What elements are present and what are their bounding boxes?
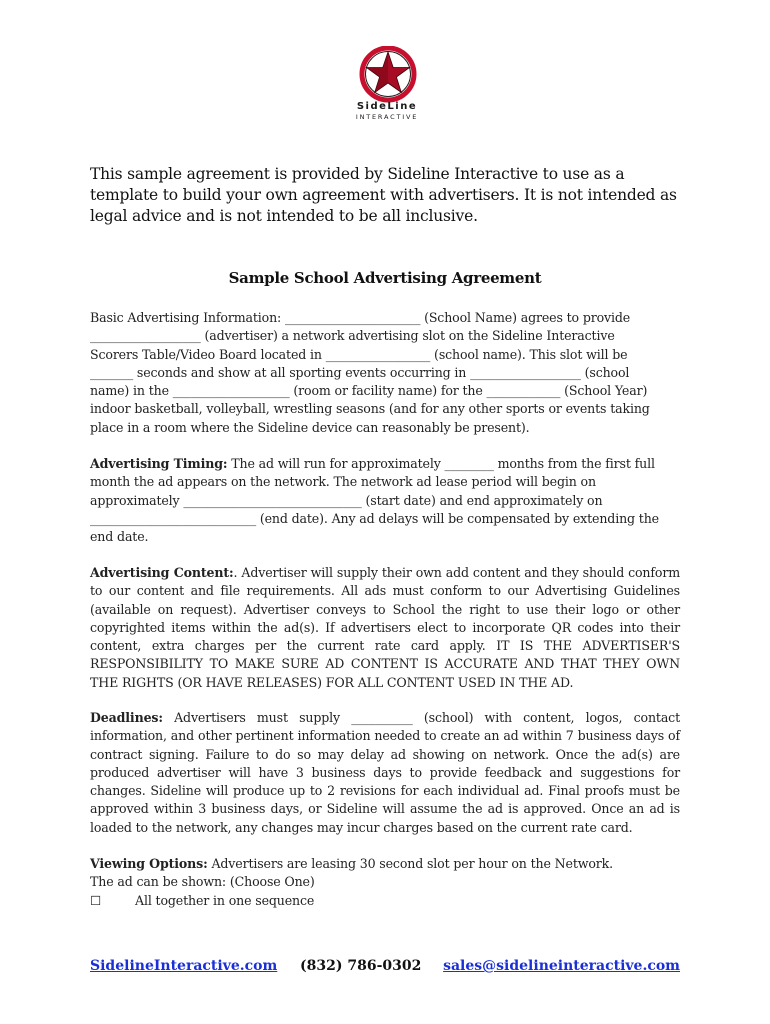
star-emblem-icon <box>355 46 421 106</box>
viewing-line-2: The ad can be shown: (Choose One) <box>90 874 315 890</box>
viewing-options-section <box>90 855 680 910</box>
advertising-timing-section <box>90 455 680 546</box>
agreement-title: Sample School Advertising Agreement <box>228 269 542 287</box>
option-label: All together in one sequence <box>135 892 315 908</box>
viewing-text: Advertisers are leasing 30 second slot per hour on the Network. <box>207 856 614 871</box>
basic-line-4: _______ seconds and show at all sporting events occurring in __________________ (school <box>90 364 630 380</box>
basic-line-3: Scorers Table/Video Board located in _________________ (school name). This slot will be <box>90 346 628 362</box>
logo-wordmark: SideLine <box>356 101 418 112</box>
basic-line-5: name) in the ___________________ (room or facility name) for the ____________ (School Year) <box>90 383 648 399</box>
logo-subtitle: INTERACTIVE <box>355 113 419 121</box>
website-link[interactable]: SidelineInteractive.com <box>90 958 278 974</box>
content-heading: Advertising Content: <box>90 565 234 580</box>
basic-line-2: __________________ (advertiser) a network advertising slot on the Sideline Interactive <box>90 328 615 344</box>
intro-disclaimer: This sample agreement is provided by Sideline Interactive to use as a template to build your own agreement with advertisers. It is not intended as legal advice and is not intended to be all inclusive. <box>90 165 677 225</box>
viewing-heading: Viewing Options: <box>90 856 208 871</box>
option-checkbox[interactable]: ☐ <box>90 892 102 908</box>
deadlines-heading: Deadlines: <box>90 710 163 725</box>
timing-text-1: The ad will run for approximately ________ months from the first full <box>227 456 655 471</box>
timing-line-2: month the ad appears on the network. The network ad lease period will begin on <box>90 474 596 490</box>
timing-line-3: approximately _____________________________ (start date) and end approximately on <box>90 492 603 508</box>
page-footer <box>90 958 680 980</box>
basic-information-section <box>90 309 680 437</box>
basic-line-7: place in a room where the Sideline device can reasonably be present). <box>90 419 530 435</box>
deadlines-section <box>90 709 680 837</box>
timing-heading: Advertising Timing: <box>90 456 228 471</box>
phone-number: (832) 786-0302 <box>300 958 422 974</box>
basic-line-1: Basic Advertising Information: ______________________ (School Name) agrees to provide <box>90 310 631 325</box>
email-link[interactable]: sales@sidelineinteractive.com <box>443 958 680 974</box>
basic-line-6: indoor basketball, volleyball, wrestling seasons (and for any other sports or events taking <box>90 401 650 417</box>
timing-line-4: ___________________________ (end date). Any ad delays will be compensated by extending the <box>90 510 659 526</box>
deadlines-text: Advertisers must supply __________ (school) with content, logos, contact information, and other pertinent information needed to create an ad within 7 business days of contract signing. Failure to do so may delay ad showing on network. Once the ad(s) are produced advertiser will have 3 business days to provide feedback and suggestions for changes. Sideline will produce up to 2 revisions for each individual ad. Final proofs must be approved within 3 business days, or Sideline will assume the ad is approved. Once an ad is loaded to the network, any changes may incur charges based on the current rate card. <box>90 710 680 835</box>
advertising-content-section <box>90 564 680 692</box>
timing-line-5: end date. <box>90 529 149 545</box>
viewing-option-row <box>90 892 680 910</box>
content-text: . Advertiser will supply their own add content and they should conform to our content and file requirements. All ads must conform to our Advertising Guidelines (available on request). Advertiser conveys to School the right to use their logo or other copyrighted items within the ad(s). If advertisers elect to incorporate QR codes into their content, extra charges per the current rate card apply. IT IS THE ADVERTISER'S RESPONSIBILITY TO MAKE SURE AD CONTENT IS ACCURATE AND THAT THEY OWN THE RIGHTS (OR HAVE RELEASES) FOR ALL CONTENT USED IN THE AD. <box>90 565 680 690</box>
timing-line-1 <box>90 455 680 473</box>
viewing-line-1 <box>90 855 680 873</box>
